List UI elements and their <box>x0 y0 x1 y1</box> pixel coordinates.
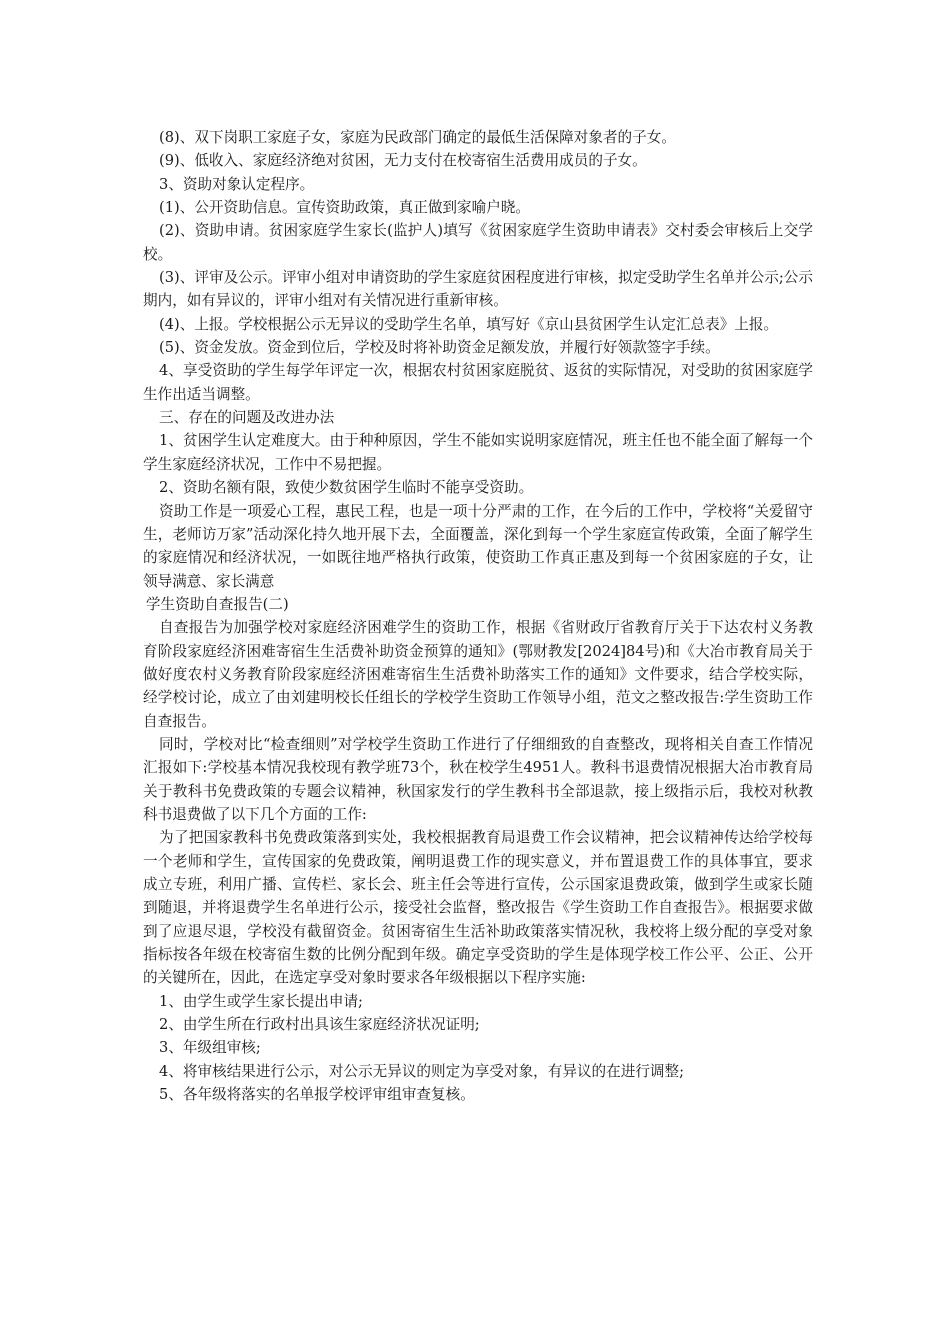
list-item: 1、由学生或学生家长提出申请; <box>159 992 363 1010</box>
section-heading: 三、存在的问题及改进办法 <box>159 409 335 427</box>
paragraph: (3)、评审及公示。评审小组对申请资助的学生家庭贫困程度进行审核，拟定受助学生名单并公示;公示期内，如有异议的，评审小组对有关情况进行重新审核。 <box>143 269 813 310</box>
paragraph: (4)、上报。学校根据公示无异议的受助学生名单，填写好《京山县贫困学生认定汇总表》上报。 <box>159 315 779 333</box>
paragraph: (8)、双下岗职工家庭子女，家庭为民政部门确定的最低生活保障对象者的子女。 <box>159 129 676 146</box>
document-body <box>143 126 813 1106</box>
paragraph: 1、贫困学生认定难度大。由于种种原因，学生不能如实说明家庭情况，班主任也不能全面了解每一个学生家庭经济状况，工作中不易把握。 <box>143 432 813 473</box>
paragraph: (5)、资金发放。资金到位后，学校及时将补助资金足额发放，并履行好领款签字手续。 <box>159 339 720 357</box>
paragraph: 自查报告为加强学校对家庭经济困难学生的资助工作，根据《省财政厅省教育厅关于下达农村义务教育阶段家庭经济困难寄宿生生活费补助资金预算的通知》(鄂财教发[2024]84号)和《大冶市教育局关于做好度农村义务教育阶段家庭经济困难寄宿生生活费补助落实工作的通知》文件要求，结合学校实际，经学校讨论，成立了由刘建明校长任组长的学校学生资助工作领导小组，范文之整改报告:学生资助工作自查报告。 <box>143 619 813 730</box>
paragraph: 为了把国家教科书免费政策落到实处，我校根据教育局退费工作会议精神，把会议精神传达给学校每一个老师和学生，宣传国家的免费政策，阐明退费工作的现实意义，并布置退费工作的具体事宜，要求成立专班，利用广播、宣传栏、家长会、班主任会等进行宣传，公示国家退费政策，做到学生或家长随到随退，并将退费学生名单进行公示，接受社会监督，整改报告《学生资助工作自查报告》。根据要求做到了应退尽退，学校没有截留资金。贫困寄宿生生活补助政策落实情况秋，我校将上级分配的享受对象指标按各年级在校寄宿生数的比例分配到年级。确定享受资助的学生是体现学校工作公平、公正、公开的关键所在，因此，在选定享受对象时要求各年级根据以下程序实施: <box>143 829 813 987</box>
paragraph: 4、享受资助的学生每学年评定一次，根据农村贫困家庭脱贫、返贫的实际情况，对受助的贫困家庭学生作出适当调整。 <box>143 362 813 403</box>
paragraph: 同时，学校对比“检查细则”对学校学生资助工作进行了仔细细致的自查整改，现将相关自查工作情况汇报如下:学校基本情况我校现有教学班73个，秋在校学生4951人。教科书退费情况根据大冶市教育局关于教科书免费政策的专题会议精神，秋国家发行的学生教科书全部退款，接上级指示后，我校对秋教科书退费做了以下几个方面的工作: <box>143 735 813 823</box>
list-item: 5、各年级将落实的名单报学校评审组审查复核。 <box>159 1086 475 1104</box>
list-item: 3、年级组审核; <box>159 1039 261 1057</box>
paragraph: (9)、低收入、家庭经济绝对贫困，无力支付在校寄宿生活费用成员的子女。 <box>159 152 647 170</box>
list-item: 4、将审核结果进行公示，对公示无异议的则定为享受对象，有异议的在进行调整; <box>159 1062 685 1080</box>
paragraph: (2)、资助申请。贫困家庭学生家长(监护人)填写《贫困家庭学生资助申请表》交村委会审核后上交学校。 <box>143 222 813 263</box>
list-item: 2、由学生所在行政村出具该生家庭经济状况证明; <box>159 1016 480 1034</box>
paragraph: 2、资助名额有限，致使少数贫困学生临时不能享受资助。 <box>159 479 534 497</box>
paragraph: (1)、公开资助信息。宣传资助政策，真正做到家喻户晓。 <box>159 199 530 217</box>
report-title: 学生资助自查报告(二) <box>145 595 289 613</box>
paragraph: 3、资助对象认定程序。 <box>159 175 315 193</box>
paragraph: 资助工作是一项爱心工程，惠民工程，也是一项十分严肃的工作，在今后的工作中，学校将“关爱留守生，老师访万家”活动深化持久地开展下去，全面覆盖，深化到每一个学生家庭宣传政策，全面了解学生的家庭情况和经济状况，一如既往地严格执行政策，使资助工作真正惠及到每一个贫困家庭的子女，让领导满意、家长满意 <box>143 502 813 590</box>
